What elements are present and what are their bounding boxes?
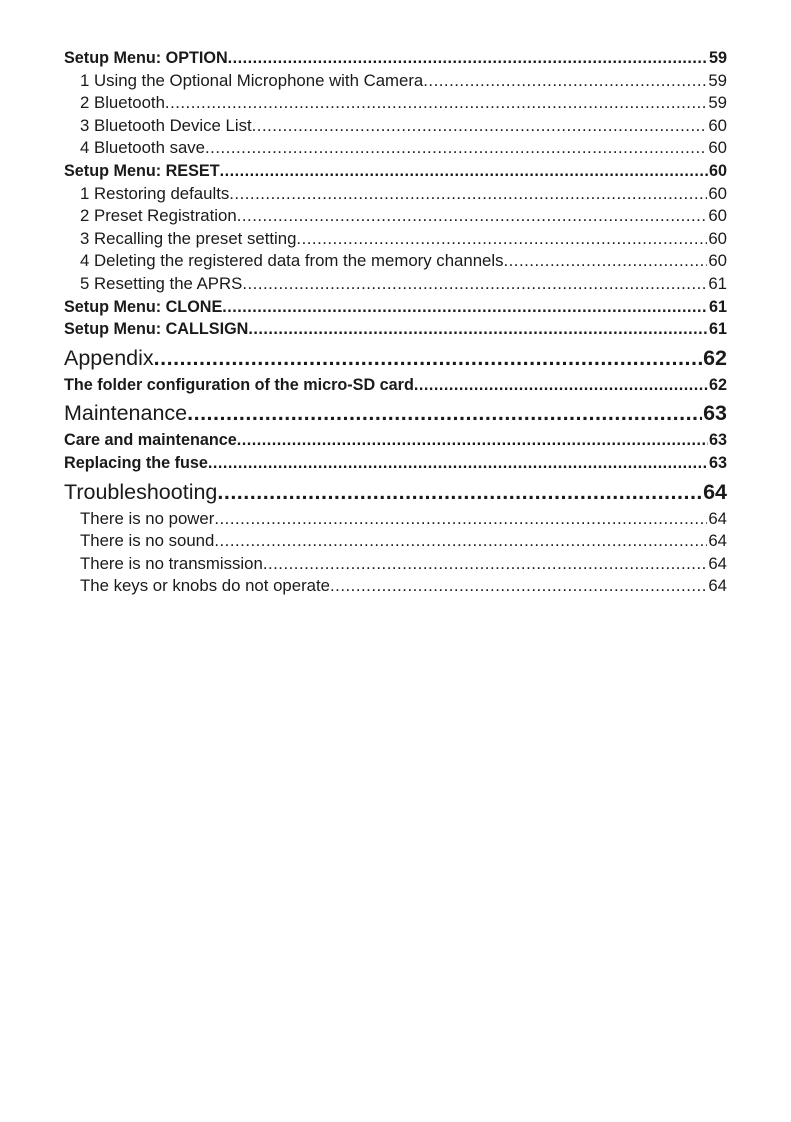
toc-entry-page-number: 64 [708,508,727,528]
toc-dot-leader [503,250,707,273]
toc-entry-label: There is no transmission [80,553,263,573]
toc-entry-item[interactable] [64,250,727,273]
toc-entry-page-number: 61 [708,297,727,316]
toc-entry-item[interactable] [64,70,727,93]
toc-dot-leader [220,160,708,183]
toc-entry-label: 3 Recalling the preset setting [80,228,297,248]
toc-entry-label: 3 Bluetooth Device List [80,115,252,135]
toc-entry-label: 1 Restoring defaults [80,183,230,203]
toc-entry-label: Appendix [64,345,154,370]
toc-entry-item[interactable] [64,273,727,296]
toc-entry-item[interactable] [64,183,727,206]
toc-dot-leader [154,343,702,374]
toc-entry-label: 2 Bluetooth [80,93,165,113]
toc-entry-page-number: 62 [708,375,727,394]
toc-dot-leader [423,70,707,93]
toc-entry-section[interactable] [64,374,727,397]
toc-dot-leader [414,374,708,397]
toc-entry-section[interactable] [64,429,727,452]
toc-entry-page-number: 61 [708,320,727,339]
toc-entry-page-number: 59 [708,70,727,90]
toc-dot-leader [296,228,707,251]
toc-dot-leader [217,477,702,508]
toc-entry-item[interactable] [64,575,727,598]
toc-entry-page-number: 64 [708,553,727,573]
toc-entry-label: Replacing the fuse [64,453,208,472]
toc-entry-page-number: 60 [708,115,727,135]
toc-entry-label: 5 Resetting the APRS [80,273,243,293]
toc-entry-section[interactable] [64,296,727,319]
toc-entry-label: 4 Deleting the registered data from the memory channels [80,251,504,271]
toc-entry-page-number: 59 [708,93,727,113]
toc-entry-label: The keys or knobs do not operate [80,576,331,596]
toc-entry-chapter[interactable] [64,477,727,508]
toc-entry-item[interactable] [64,137,727,160]
toc-entry-page-number: 62 [703,345,727,370]
toc-entry-label: There is no sound [80,531,215,551]
toc-dot-leader [252,115,708,138]
toc-entry-page-number: 61 [708,273,727,293]
toc-entry-label: There is no power [80,508,215,528]
toc-entry-section[interactable] [64,160,727,183]
toc-entry-item[interactable] [64,508,727,531]
toc-entry-label: 1 Using the Optional Microphone with Camera [80,70,424,90]
toc-entry-section[interactable] [64,318,727,341]
toc-entry-item[interactable] [64,530,727,553]
toc-entry-page-number: 64 [708,576,727,596]
toc-dot-leader [263,553,708,576]
toc-entry-item[interactable] [64,115,727,138]
toc-entry-page-number: 60 [708,161,727,180]
toc-entry-label: The folder configuration of the micro-SD card [64,375,414,394]
toc-entry-page-number: 60 [708,206,727,226]
toc-entry-page-number: 59 [708,49,727,67]
toc-dot-leader [229,183,707,206]
toc-dot-leader [214,530,707,553]
toc-entry-item[interactable] [64,228,727,251]
toc-entry-page-number: 63 [708,453,727,472]
toc-entry-label: Care and maintenance [64,431,237,450]
toc-entry-item[interactable] [64,92,727,115]
toc-dot-leader [330,575,707,598]
toc-entry-section[interactable] [64,47,727,70]
toc-entry-label: Setup Menu: CALLSIGN [64,320,249,339]
toc-entry-page-number: 63 [703,401,727,426]
toc-entry-label: 4 Bluetooth save [80,138,206,158]
toc-entry-page-number: 64 [708,531,727,551]
toc-dot-leader [208,452,708,475]
toc-entry-chapter[interactable] [64,398,727,429]
toc-dot-leader [214,508,707,531]
toc-entry-label: Maintenance [64,401,188,426]
toc-dot-leader [237,205,708,228]
toc-dot-leader [242,273,707,296]
toc-dot-leader [165,92,707,115]
toc-entry-page-number: 60 [708,251,727,271]
toc-dot-leader [205,137,707,160]
toc-entry-label: Setup Menu: RESET [64,161,220,180]
toc-entry-label: 2 Preset Registration [80,206,237,226]
toc-entry-label: Setup Menu: OPTION [64,49,228,67]
toc-dot-leader [222,296,708,319]
toc-dot-leader [228,47,708,70]
toc-entry-item[interactable] [64,553,727,576]
toc-dot-leader [237,429,708,452]
toc-dot-leader [248,318,708,341]
toc-entry-page-number: 60 [708,228,727,248]
toc-entry-page-number: 63 [708,431,727,450]
toc-entry-label: Setup Menu: CLONE [64,297,223,316]
toc-entry-label: Troubleshooting [64,479,218,504]
toc-dot-leader [187,398,702,429]
table-of-contents [64,47,727,598]
toc-entry-page-number: 64 [703,479,727,504]
toc-entry-section[interactable] [64,452,727,475]
toc-entry-item[interactable] [64,205,727,228]
toc-entry-chapter[interactable] [64,343,727,374]
toc-entry-page-number: 60 [708,138,727,158]
toc-entry-page-number: 60 [708,183,727,203]
